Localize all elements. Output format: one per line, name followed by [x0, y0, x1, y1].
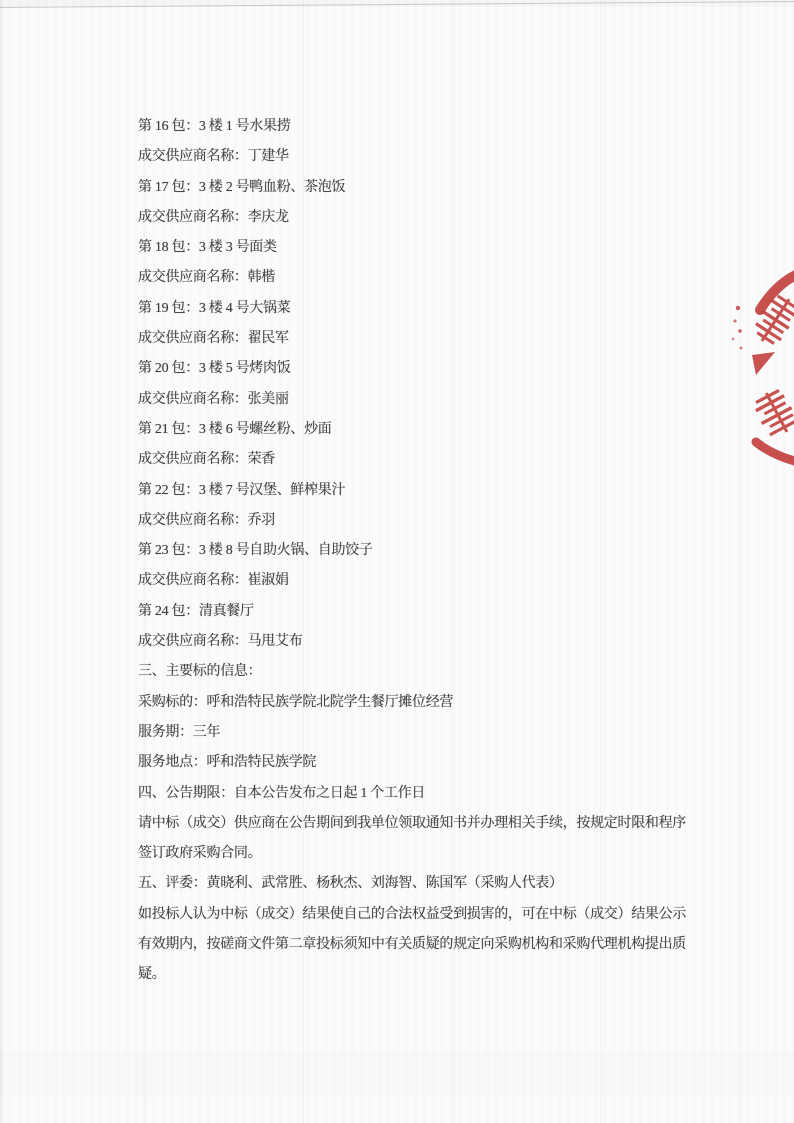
document-line: 五、评委：黄晓利、武常胜、杨秋杰、刘海智、陈国军（采购人代表） — [138, 876, 563, 892]
document-line: 请中标（成交）供应商在公告期间到我单位领取通知书并办理相关手续，按规定时限和程序 — [138, 815, 686, 831]
document-line: 第 20 包：3 楼 5 号烤肉饭 — [138, 361, 291, 377]
scan-bottom-shade — [0, 1051, 794, 1097]
document-line: 签订政府采购合同。 — [138, 846, 262, 862]
document-line: 成交供应商名称：乔羽 — [138, 512, 275, 528]
document-line: 服务地点：呼和浩特民族学院 — [138, 755, 317, 771]
scan-left-edge — [0, 0, 4, 1123]
document-line: 疑。 — [138, 967, 166, 983]
document-line: 采购标的：呼和浩特民族学院北院学生餐厅摊位经营 — [138, 694, 454, 710]
document-line: 第 17 包：3 楼 2 号鸭血粉、茶泡饭 — [138, 179, 346, 195]
document-line: 第 18 包：3 楼 3 号面类 — [138, 240, 277, 256]
scan-streak — [740, 0, 742, 1123]
document-line: 有效期内，按磋商文件第二章投标须知中有关质疑的规定向采购机构和采购代理机构提出质 — [138, 937, 686, 953]
document-line: 成交供应商名称：马甩艾布 — [138, 634, 303, 650]
document-line: 如投标人认为中标（成交）结果使自己的合法权益受到损害的，可在中标（成交）结果公示 — [138, 906, 686, 922]
document-line: 成交供应商名称：崔淑娟 — [138, 573, 289, 589]
document-line: 第 22 包：3 楼 7 号汉堡、鲜榨果汁 — [138, 482, 346, 498]
document-line: 第 16 包：3 楼 1 号水果捞 — [138, 119, 291, 134]
document-line: 成交供应商名称：翟民军 — [138, 331, 289, 347]
document-line: 服务期：三年 — [138, 724, 221, 740]
document-line: 第 21 包：3 楼 6 号螺丝粉、炒面 — [138, 421, 332, 437]
document-line: 成交供应商名称：李庆龙 — [138, 209, 289, 225]
document-line: 成交供应商名称：荣香 — [138, 452, 275, 468]
red-seal-stamp-icon — [700, 252, 794, 472]
document-line: 第 23 包：3 楼 8 号自助火锅、自助饺子 — [138, 543, 373, 559]
document-line: 第 19 包：3 楼 4 号大锅菜 — [138, 300, 291, 316]
document-line: 三、主要标的信息： — [138, 664, 262, 680]
document-line: 第 24 包：清真餐厅 — [138, 603, 254, 619]
document-line: 成交供应商名称：丁建华 — [138, 149, 289, 165]
document-line: 成交供应商名称：韩楷 — [138, 270, 275, 286]
document-line: 成交供应商名称：张美丽 — [138, 391, 289, 407]
document-text-block — [138, 112, 694, 991]
document-line: 四、公告期限：自本公告发布之日起 1 个工作日 — [138, 785, 426, 801]
